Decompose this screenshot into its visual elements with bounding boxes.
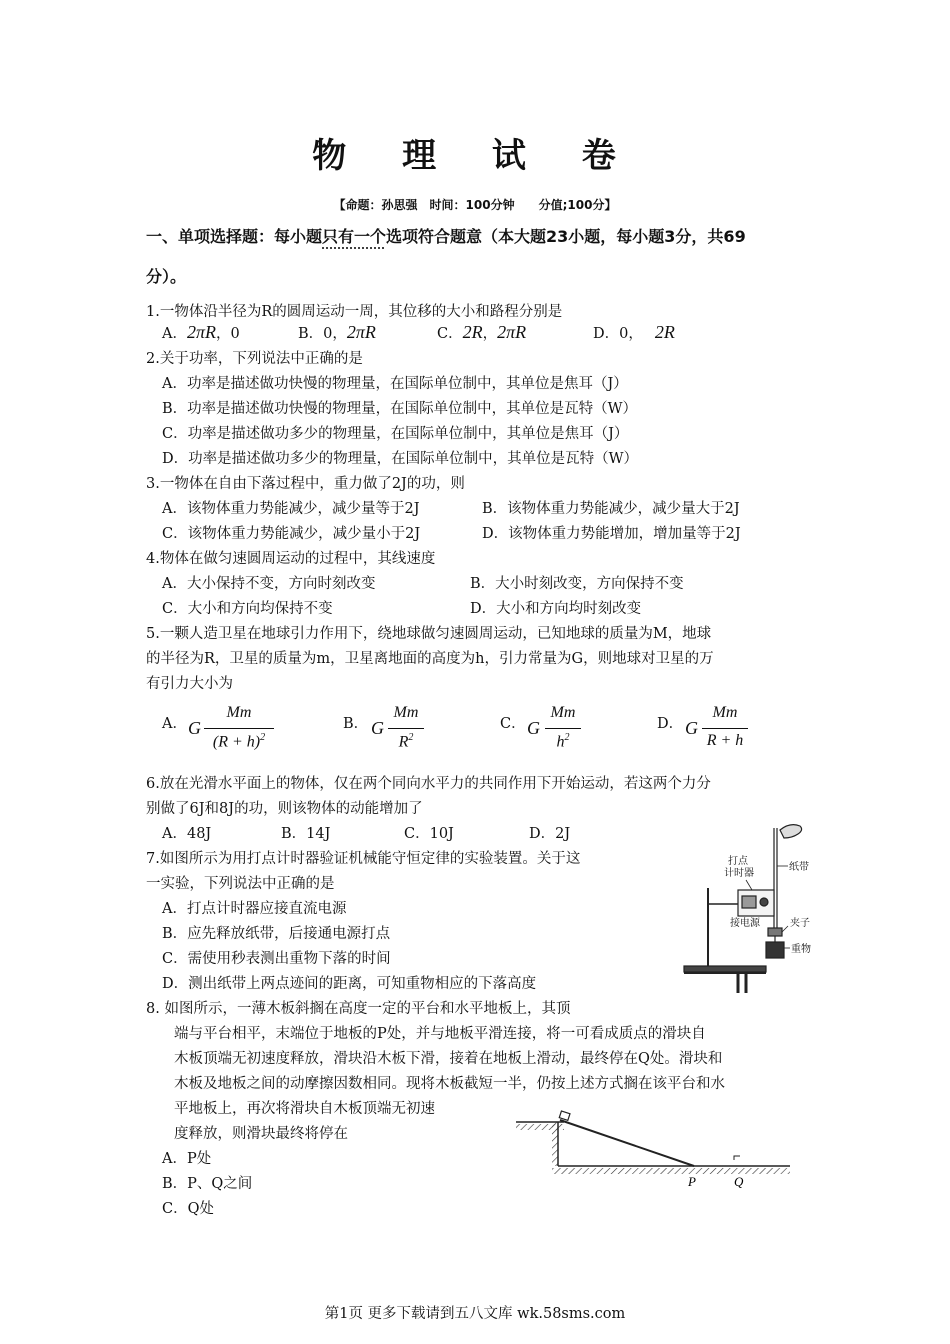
q5-line1: 5.一颗人造卫星在地球引力作用下，绕地球做匀速圆周运动，已知地球的质量为M，地球 [146, 626, 712, 642]
q5-c-numerator: Mm [550, 704, 576, 721]
q5-label-c: C． [500, 716, 526, 732]
q7-apparatus-figure [676, 818, 826, 998]
q1-d-label: D．0， [593, 326, 643, 342]
q5-a-numerator: Mm [226, 704, 252, 721]
q5-label-a: A． [162, 716, 187, 732]
q6-option-c: C．10J [404, 826, 454, 842]
label-q: Q [734, 1174, 744, 1189]
q2-option-a: A．功率是描述做功快慢的物理量，在国际单位制中，其单位是焦耳（J） [162, 376, 628, 392]
leader-timer [746, 880, 752, 890]
q5-c-fraction-bar [545, 728, 581, 729]
q5-a-g: G [188, 718, 201, 738]
clip-shape [768, 928, 782, 936]
q5-line3: 有引力大小为 [146, 676, 233, 692]
stand-base [684, 966, 766, 972]
q1-a-math: 2πR [186, 322, 216, 342]
weight-block [766, 942, 784, 958]
q5-b-g: G [371, 718, 384, 738]
q-stop-mark [734, 1156, 740, 1160]
q5-d-numerator: Mm [712, 704, 738, 721]
q7-option-b: B．应先释放纸带，后接通电源打点 [162, 926, 391, 942]
q5-b-denominator [388, 732, 424, 751]
page-title: 物 理 试 卷 [312, 136, 638, 176]
q5-b-fraction-bar [388, 728, 424, 729]
page-footer: 第1页 更多下载请到五八文库 wk.58sms.com [324, 1306, 626, 1322]
q5-d-g: G [685, 718, 698, 738]
q3-option-c: C．该物体重力势能减少，减少量小于2J [162, 526, 421, 542]
q5-d-fraction [702, 704, 748, 754]
q5-a-fraction [204, 704, 274, 754]
q1-c-math2: 2πR [497, 322, 527, 342]
q2-stem: 2.关于功率，下列说法中正确的是 [146, 351, 363, 367]
q4-option-b: B．大小时刻改变，方向保持不变 [470, 576, 684, 592]
label-timer-2: 计时器 [724, 868, 754, 879]
timer-knob [760, 898, 768, 906]
q5-b-fraction [388, 704, 424, 754]
q1-d-math: 2R [654, 322, 675, 342]
q5-c-denominator [545, 732, 581, 751]
label-clip: 夹子 [790, 918, 810, 929]
label-p: P [688, 1174, 696, 1189]
section-heading [146, 224, 746, 247]
q8-incline-figure [512, 1110, 794, 1190]
q5-a-den-text: (R + h) [212, 733, 261, 751]
section-heading-part2: 选项符合题意（本大题23小题，每小题3分，共69 [386, 227, 746, 246]
floor-hatch [552, 1168, 790, 1174]
q2-option-b: B．功率是描述做功快慢的物理量，在国际单位制中，其单位是瓦特（W） [162, 401, 638, 417]
q6-line1: 6.放在光滑水平面上的物体，仅在两个同向水平力的共同作用下开始运动，若这两个力分 [146, 776, 711, 792]
q1-option-c [437, 322, 526, 343]
hand-shape [780, 825, 802, 838]
q1-c-label: C． [437, 326, 463, 342]
q1-option-d [593, 322, 675, 343]
q5-b-den-exp: 2 [408, 732, 414, 743]
q6-line2: 别做了6J和8J的功，则该物体的动能增加了 [146, 801, 423, 817]
q4-option-a: A．大小保持不变，方向时刻改变 [162, 576, 376, 592]
q4-option-d: D．大小和方向均时刻改变 [470, 601, 642, 617]
q3-option-d: D．该物体重力势能增加，增加量等于2J [482, 526, 741, 542]
q3-option-b: B．该物体重力势能减少，减少量大于2J [482, 501, 740, 517]
wooden-board [560, 1120, 694, 1166]
section-heading-part1: 一、单项选择题：每小题 [146, 227, 323, 246]
q1-option-b [298, 322, 376, 343]
q5-a-den-exp: 2 [260, 732, 266, 743]
q6-option-a: A．48J [162, 826, 212, 842]
q3-option-a: A．该物体重力势能减少，减少量等于2J [162, 501, 420, 517]
q4-stem: 4.物体在做匀速圆周运动的过程中，其线速度 [146, 551, 436, 567]
q5-b-den-text: R [398, 733, 409, 751]
q8-line6: 度释放，则滑块最终将停在 [174, 1126, 348, 1142]
q7-option-d: D．测出纸带上两点迹间的距离，可知重物相应的下落高度 [162, 976, 537, 992]
q8-option-b: B．P、Q之间 [162, 1176, 253, 1192]
q8-option-a: A．P处 [162, 1151, 212, 1167]
q5-label-b: B． [343, 716, 369, 732]
q7-option-a: A．打点计时器应接直流电源 [162, 901, 347, 917]
leader-clip [782, 926, 788, 932]
q7-option-c: C．需使用秒表测出重物下落的时间 [162, 951, 391, 967]
q2-option-d: D．功率是描述做功多少的物理量，在国际单位制中，其单位是瓦特（W） [162, 451, 639, 467]
q1-stem: 1.一物体沿半径为R的圆周运动一周，其位移的大小和路程分别是 [146, 304, 563, 320]
q7-line1: 7.如图所示为用打点计时器验证机械能守恒定律的实验装置。关于这 [146, 851, 581, 867]
q8-option-c: C．Q处 [162, 1201, 214, 1217]
q5-d-fraction-bar [702, 728, 748, 729]
q1-a-label: A． [162, 326, 187, 342]
q5-b-numerator: Mm [393, 704, 419, 721]
q8-line5: 平地板上，再次将滑块自木板顶端无初速 [174, 1101, 435, 1117]
q5-a-fraction-bar [204, 728, 274, 729]
q3-stem: 3.一物体在自由下落过程中，重力做了2J的功，则 [146, 476, 465, 492]
q5-d-denominator: R + h [706, 732, 744, 749]
q5-line2: 的半径为R，卫星的质量为m，卫星离地面的高度为h，引力常量为G，则地球对卫星的万 [146, 651, 714, 667]
q8-line4: 木板及地板之间的动摩擦因数相同。现将木板截短一半，仍按上述方式搁在该平台和水 [174, 1076, 725, 1092]
q8-line1: 8. 如图所示，一薄木板斜搁在高度一定的平台和水平地板上，其顶 [146, 1001, 571, 1017]
q8-line2: 端与平台相平，末端位于地板的P处，并与地板平滑连接，将一可看成质点的滑块自 [174, 1026, 706, 1042]
q2-option-c: C．功率是描述做功多少的物理量，在国际单位制中，其单位是焦耳（J） [162, 426, 629, 442]
q5-c-den-exp: 2 [564, 732, 570, 743]
q1-b-label: B．0， [298, 326, 347, 342]
q7-line2: 一实验，下列说法中正确的是 [146, 876, 335, 892]
q1-b-math: 2πR [346, 322, 376, 342]
q1-c-math1: 2R [462, 322, 483, 342]
exam-meta: 【命题：孙思强 时间：100分钟 分值;100分】 [333, 198, 617, 212]
q4-option-c: C．大小和方向均保持不变 [162, 601, 333, 617]
q5-c-den-text: h [556, 733, 565, 751]
q1-c-sep: ， [482, 326, 498, 342]
q5-c-g: G [527, 718, 540, 738]
section-heading-line2: 分）。 [146, 267, 187, 286]
q6-option-d: D．2J [529, 826, 571, 842]
slider-block [559, 1111, 570, 1120]
q8-line3: 木板顶端无初速度释放，滑块沿木板下滑，接着在地板上滑动，最终停在Q处。滑块和 [174, 1051, 723, 1067]
label-weight: 重物 [791, 944, 811, 955]
q5-c-fraction [545, 704, 581, 754]
q5-a-denominator [204, 732, 274, 751]
q1-a-rest: ，0 [216, 326, 240, 342]
q6-option-b: B．14J [281, 826, 331, 842]
platform-wall-hatch [552, 1122, 558, 1166]
timer-core [742, 896, 756, 908]
section-heading-emphasis: 只有一个 [322, 227, 387, 246]
q1-option-a [162, 322, 240, 343]
label-tape: 纸带 [789, 862, 809, 873]
q5-label-d: D． [657, 716, 684, 732]
label-power: 接电源 [730, 918, 760, 929]
label-timer-1: 打点 [728, 856, 748, 867]
